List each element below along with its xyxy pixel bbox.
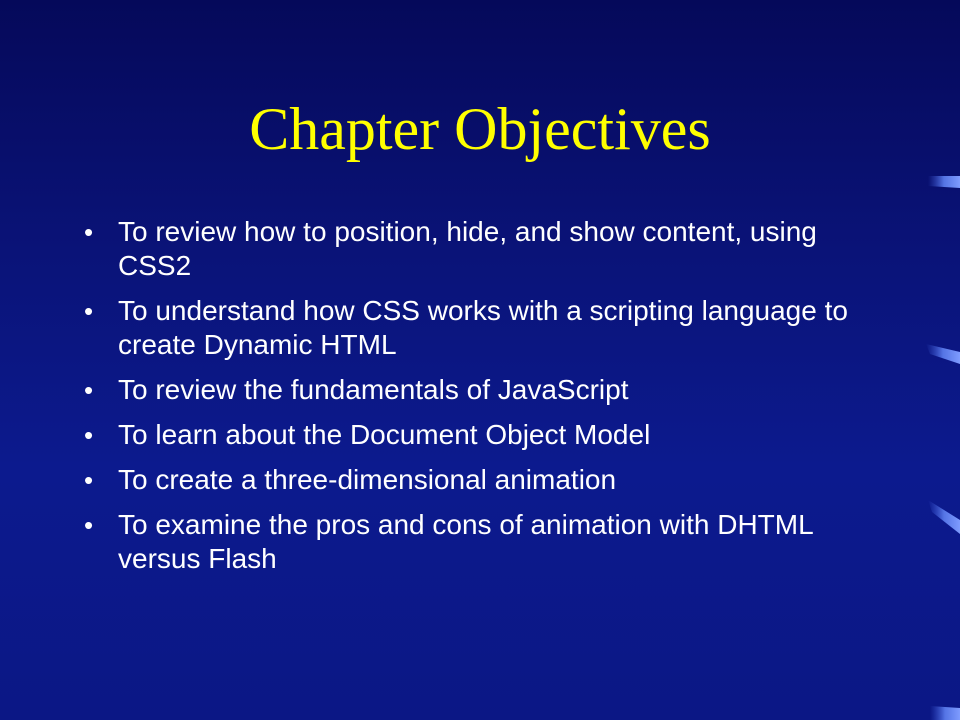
bullet-list <box>80 215 860 587</box>
bullet-icon: • <box>84 296 94 326</box>
bullet-icon: • <box>84 217 94 247</box>
bullet-item <box>80 294 860 362</box>
bullet-icon: • <box>84 510 94 540</box>
bullet-item <box>80 463 860 497</box>
bullet-icon: • <box>84 420 94 450</box>
bullet-text: To learn about the Document Object Model <box>118 419 651 450</box>
bullet-text: To review how to position, hide, and show content, using CSS2 <box>118 216 817 281</box>
bullet-item <box>80 508 860 576</box>
bullet-text: To examine the pros and cons of animation with DHTML versus Flash <box>118 509 813 574</box>
bullet-text: To review the fundamentals of JavaScript <box>118 374 629 405</box>
bullet-item <box>80 418 860 452</box>
bullet-item <box>80 373 860 407</box>
bullet-icon: • <box>84 375 94 405</box>
slide-title: Chapter Objectives <box>249 96 711 162</box>
streak-1 <box>928 176 960 188</box>
streak-2 <box>926 344 960 364</box>
streak-4 <box>930 706 960 720</box>
bullet-text: To create a three-dimensional animation <box>118 464 617 495</box>
streak-3 <box>928 500 960 534</box>
bullet-icon: • <box>84 465 94 495</box>
bullet-text: To understand how CSS works with a scripting language to create Dynamic HTML <box>118 295 848 360</box>
bullet-item <box>80 215 860 283</box>
